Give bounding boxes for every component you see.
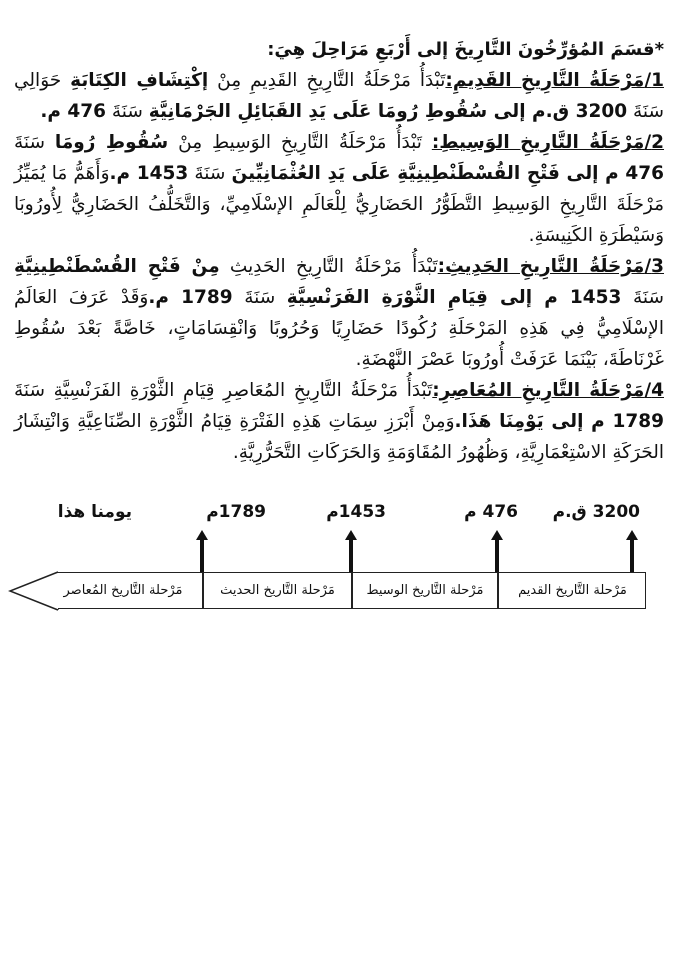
period-text: تَبْدَأُ مَرْحَلَةُ التَّارِيخِ القَدِيمِ مِنْ <box>208 70 446 91</box>
period-number: 4/ <box>644 380 664 401</box>
period-text: تَبْدَأُ مَرْحَلَةُ التَّارِيخِ المُعَاصِرِ قِيَامِ الثَّوْرَةِ الفَرَنْسِيَّةِ سَنَةَ <box>14 380 433 401</box>
timeline-date-476: 476 م <box>464 502 518 522</box>
period-text: وَقَدْ عَرَفَ العَالَمُ الإسْلَامِيُّ فِي هَذِهِ المَرْحَلَةِ رُكُودًا حَضَارِيًا وَحُرُوبًا وَانْقِسَامَاتٍ، خَاصَّةً بَعْدَ سُقُوطِ غَرْنَاطَةَ، بَيْنَمَا عَرَفَتْ أُورُوبَا عَصْرَ النَّهْضَةِ. <box>14 287 664 370</box>
segment-modern: مَرْحلة التَّاريخ الحديث <box>220 583 335 598</box>
period-bold: مِنْ فَتْحِ القُسْطَنْطِينِيَّةِ <box>14 256 220 277</box>
period-bold: 1453 م. <box>109 163 189 184</box>
period-bold: 1789 م إلى يَوْمِنَا هَذَا. <box>454 411 664 432</box>
timeline-date-1453: 1453م <box>326 502 386 522</box>
document-body <box>14 34 664 468</box>
period-bold: 3200 ق.م إلى سُقُوطِ رُومَا عَلَى يَدِ القَبَائِلِ الجَرْمَانِيَّةِ <box>148 101 628 122</box>
segment-ancient: مَرْحلة التَّاريخ القديم <box>518 583 627 598</box>
period-bold: 1789 م. <box>148 287 233 308</box>
period-ancient <box>14 65 664 127</box>
period-bold: 476 م. <box>40 101 106 122</box>
period-text: سَنَةَ <box>232 287 287 308</box>
period-modern <box>14 251 664 375</box>
period-number: 3/ <box>644 256 664 277</box>
period-text: تَبْدَأُ مَرْحَلَةُ التَّارِيخِ الوَسِيطِ مِنْ <box>168 132 432 153</box>
segment-contemporary: مَرْحلة التَّاريخ المُعاصر <box>63 583 183 598</box>
timeline <box>0 490 678 630</box>
period-title: مَرْحَلَةُ التَّارِيخِ المُعَاصِرِ: <box>432 380 645 401</box>
period-text: سَنَةَ <box>14 132 55 153</box>
period-title: مَرْحَلَةُ التَّارِيخِ الحَدِيثِ: <box>437 256 645 277</box>
period-title: مَرْحَلَةُ التَّارِيخِ القَدِيمِ: <box>445 70 645 91</box>
period-bold: سُقُوطِ رُومَا <box>54 132 169 153</box>
period-number: 1/ <box>644 70 664 91</box>
period-contemporary <box>14 375 664 468</box>
intro-line: *قسَمَ المُؤرِّخُونَ التَّارِيخَ إلى أَرْبَعِ مَرَاحِلَ هِيَ: <box>267 39 664 60</box>
period-text: سَنَةَ <box>621 287 664 308</box>
period-text: تَبْدَأُ مَرْحَلَةُ التَّارِيخِ الحَدِيثِ <box>219 256 438 277</box>
segment-medieval: مَرْحلة التَّاريخ الوسيط <box>366 583 484 598</box>
timeline-date-1789: 1789م <box>206 502 266 522</box>
period-text: وَأَهَمُّ مَا يُمَيِّزُ مَرْحَلَةَ التَّارِيخِ الوَسِيطِ التَّطَوُّرُ الحَضَارِيُّ لِلْعَالَمِ الإسْلَامِيِّ، وَالتَّخَلُّفُ الحَضَارِيُّ لِأُورُوبَا وَسَيْطَرَةِ الكَنِيسَةِ. <box>14 163 664 246</box>
period-bold: 1453 م إلى قِيَامِ الثَّوْرَةِ الفَرَنْسِيَّةِ <box>286 287 622 308</box>
period-text: سَنَةَ <box>105 101 149 122</box>
period-number: 2/ <box>644 132 665 153</box>
timeline-date-ancient: 3200 ق.م <box>552 502 640 522</box>
period-text: وَمِنْ أَبْرَزِ سِمَاتِ هَذِهِ الفَتْرَةِ قِيَامُ الثَّوْرَةِ الصِّنَاعِيَّةِ وَانْتِشَارُ الحَرَكَةِ الاسْتِعْمَارِيَّةِ، وَظُهُورُ المُقَاوَمَةِ وَالحَرَكَاتِ التَّحَرُّرِيَّةِ. <box>14 411 664 463</box>
period-text: سَنَةَ <box>188 163 232 184</box>
period-text: حَوَالِي سَنَةَ <box>14 70 664 122</box>
timeline-date-today: يومنا هذا <box>57 502 132 522</box>
period-bold: إكْتِشَافِ الكِتَابَةِ <box>70 70 209 91</box>
period-medieval <box>14 127 664 251</box>
period-bold: 476 م إلى فَتْحِ القُسْطَنْطِينِيَّةِ عَلَى يَدِ العُثْمَانِيِّينَ <box>231 163 664 184</box>
period-title: مَرْحَلَةُ التَّارِيخِ الوَسِيطِ: <box>431 132 645 153</box>
